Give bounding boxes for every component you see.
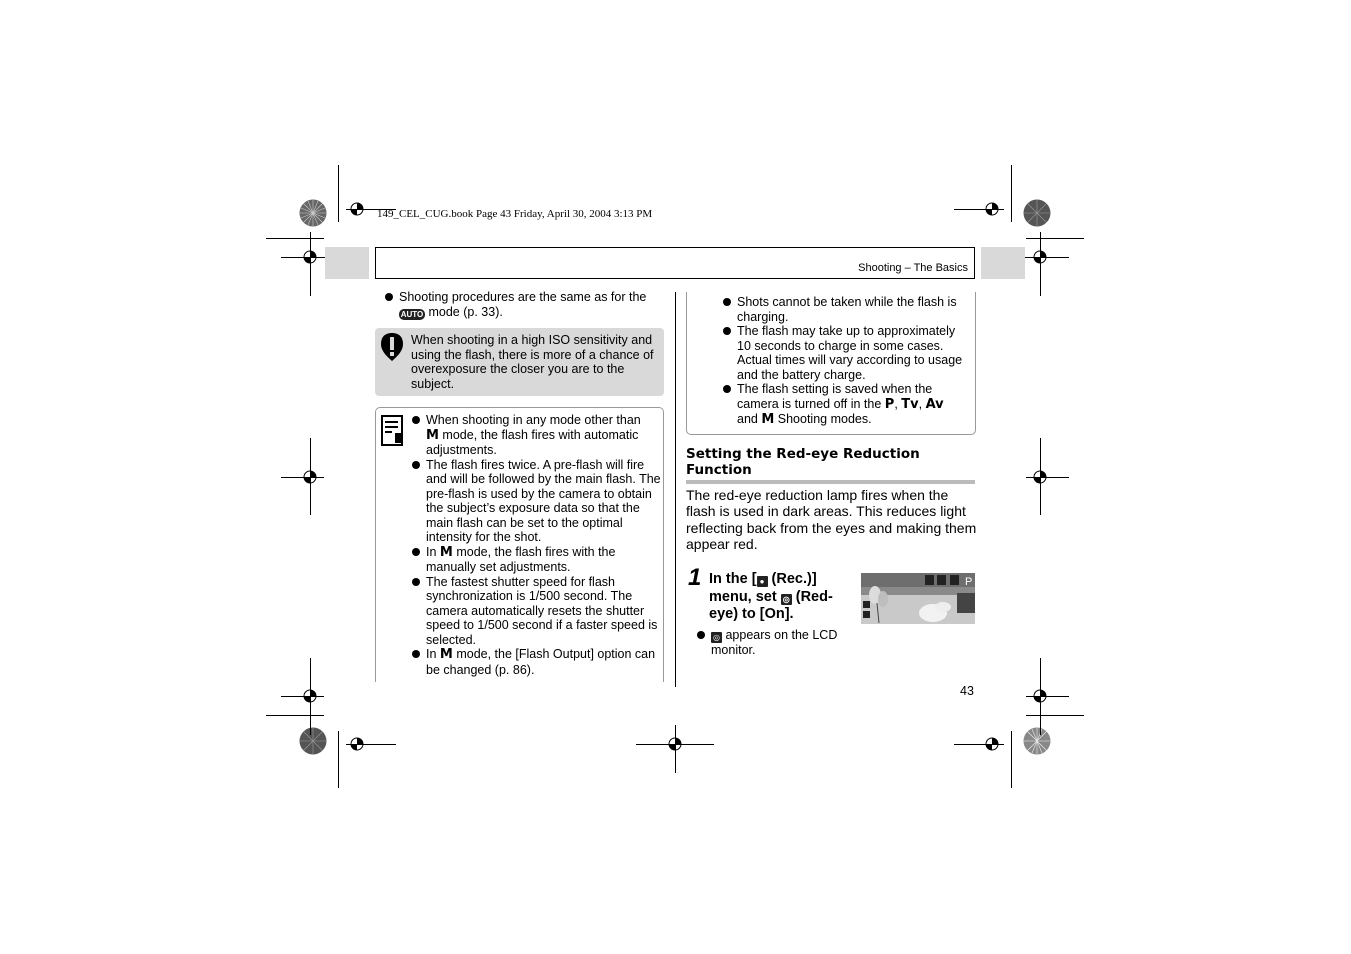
intro-text-b: mode (p. 33).: [428, 304, 503, 319]
crop-mark: [338, 165, 339, 222]
registration-target-icon: [1032, 688, 1048, 704]
crop-mark: [1011, 731, 1012, 788]
note-text: mode, the flash fires with the manually set adjustments.: [426, 544, 616, 574]
step-bullet: [697, 628, 857, 658]
manual-mode-icon: M: [426, 427, 439, 443]
list-item: The fastest shutter speed for flash synchronization is 1/500 second. The camera automatically resets the shutter speed to 1/500 second if a faster speed is selected.: [412, 575, 662, 648]
registration-rose-icon: [1023, 727, 1051, 755]
note-text: In: [426, 544, 437, 559]
note-text: When shooting in any mode other than: [426, 413, 641, 427]
rec-menu-icon: ●: [757, 576, 768, 587]
list-item: The flash setting is saved when the camera is turned off in the P, Tv, Av and M Shooting modes.: [723, 382, 963, 428]
registration-rose-icon: [299, 727, 327, 755]
lcd-preview-image: [861, 573, 975, 624]
note-text: and: [737, 412, 758, 426]
crop-mark: [338, 731, 339, 788]
lcd-mode-label: P: [965, 576, 973, 588]
step-instruction: [709, 571, 857, 624]
page-header: [375, 247, 975, 279]
memo-icon: [381, 415, 405, 447]
list-item: [412, 647, 662, 677]
caution-box: [375, 328, 664, 396]
list-item: [412, 545, 662, 575]
registration-target-icon: [667, 736, 683, 752]
manual-mode-icon: M: [439, 647, 453, 662]
section-title: Setting the Red-eye Reduction Function: [686, 446, 920, 478]
note-list: [412, 413, 662, 677]
registration-target-icon: [984, 736, 1000, 752]
step-text: In the [: [709, 571, 757, 587]
note-box-continued: [686, 292, 976, 435]
registration-target-icon: [349, 201, 365, 217]
registration-target-icon: [302, 249, 318, 265]
registration-target-icon: [349, 736, 365, 752]
crop-mark: [266, 715, 324, 716]
registration-rose-icon: [1023, 199, 1051, 227]
crop-mark: [1026, 238, 1084, 239]
tv-mode-icon: Tv: [901, 396, 919, 412]
note-text: Shooting modes.: [777, 412, 872, 426]
thumb-tab-right: [981, 247, 1025, 279]
registration-target-icon: [1032, 249, 1048, 265]
note-text: In: [426, 647, 437, 661]
caution-icon: [380, 332, 404, 362]
manual-mode-icon: M: [439, 544, 453, 560]
note-box: [375, 407, 664, 682]
note-list: [723, 295, 963, 428]
manual-mode-icon: M: [761, 412, 775, 427]
registration-target-icon: [302, 688, 318, 704]
section-body: The red-eye reduction lamp fires when the flash is used in dark areas. This reduces light reflecting back from the eyes and making them appear red.: [686, 487, 977, 552]
crop-mark: [1026, 715, 1084, 716]
intro-text-a: Shooting procedures are the same as for the: [399, 290, 647, 304]
red-eye-icon: ◎: [711, 632, 722, 643]
note-text: mode, the [Flash Output] option can be changed (p. 86).: [426, 647, 656, 677]
section-rule: [686, 480, 975, 484]
intro-bullet: [385, 290, 665, 320]
note-text: The flash setting is saved when the camera is turned off in the: [737, 382, 933, 411]
registration-target-icon: [302, 469, 318, 485]
registration-rose-icon: [299, 199, 327, 227]
step-text: (Rec.)] menu, set: [709, 571, 817, 605]
crop-mark: [266, 238, 324, 239]
program-mode-icon: P: [884, 396, 895, 412]
registration-target-icon: [1032, 469, 1048, 485]
step-number: 1: [688, 564, 702, 591]
list-item: The flash may take up to approximately 10 seconds to charge in some cases. Actual times will vary according to usage and the battery charge.: [723, 324, 963, 382]
step-bullet-text: appears on the LCD monitor.: [711, 628, 838, 657]
red-eye-icon: ◎: [781, 594, 792, 605]
column-divider: [675, 292, 676, 687]
step-text: (Red-eye) to [On].: [709, 588, 833, 622]
caution-text: When shooting in a high ISO sensitivity and using the flash, there is more of a chance of overexposure the closer you are to the subject.: [411, 333, 654, 391]
note-text: mode, the flash fires with automatic adjustments.: [426, 427, 639, 457]
av-mode-icon: Av: [925, 396, 944, 412]
list-item: Shots cannot be taken while the flash is charging.: [723, 295, 963, 324]
auto-mode-icon: AUTO: [400, 309, 424, 319]
crop-mark: [1011, 165, 1012, 222]
list-item: [412, 413, 662, 458]
page-number: 43: [960, 684, 974, 698]
header-title: Shooting – The Basics: [858, 262, 968, 274]
registration-target-icon: [984, 201, 1000, 217]
book-info: 149_CEL_CUG.book Page 43 Friday, April 30, 2004 3:13 PM: [377, 208, 653, 220]
thumb-tab-left: [325, 247, 369, 279]
list-item: The flash fires twice. A pre-flash will fire and will be followed by the main flash. The pre-flash is used by the camera to obtain the subject’s exposure data so that the main flash can be set to the optimal intensity for the shot.: [412, 458, 662, 545]
